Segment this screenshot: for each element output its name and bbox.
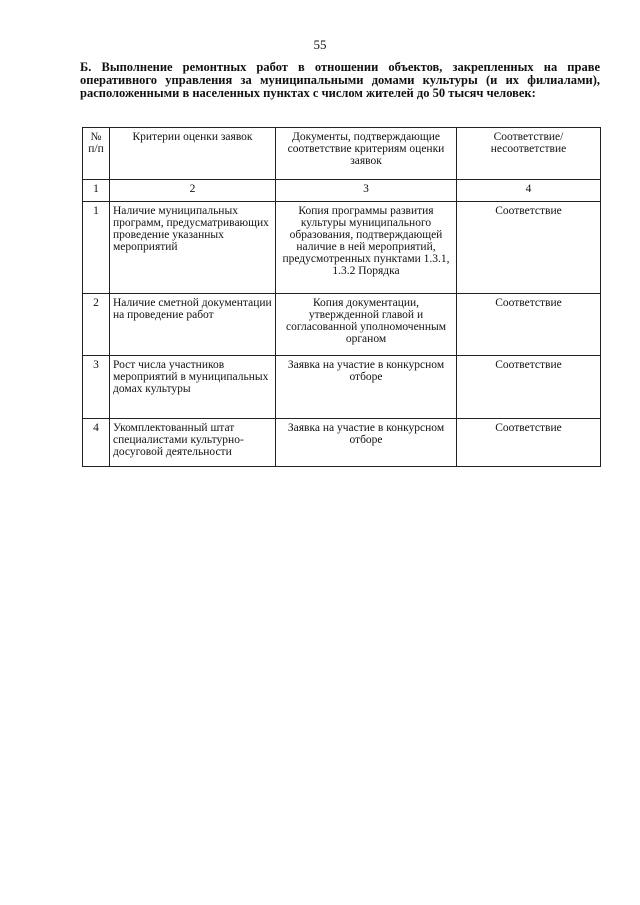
table-row	[83, 356, 601, 419]
table-row	[83, 294, 601, 356]
column-number: 2	[110, 180, 276, 202]
row-number: 3	[83, 356, 110, 419]
page-number: 55	[313, 37, 327, 52]
header-criteria: Критерии оценки заявок	[110, 128, 276, 180]
row-criterion: Рост числа участников мероприятий в муниципальных домах культуры	[110, 356, 276, 419]
column-number: 3	[276, 180, 457, 202]
row-document: Копия документации, утвержденной главой и согласованной уполномоченным органом	[276, 294, 457, 356]
criteria-table	[82, 127, 601, 467]
row-compliance: Соответствие	[457, 356, 601, 419]
row-criterion: Наличие муниципальных программ, предусматривающих проведение указанных мероприятий	[110, 202, 276, 294]
row-number: 1	[83, 202, 110, 294]
row-compliance: Соответствие	[457, 294, 601, 356]
row-compliance: Соответствие	[457, 419, 601, 467]
table-row	[83, 202, 601, 294]
column-number: 1	[83, 180, 110, 202]
column-number: 4	[457, 180, 601, 202]
row-document: Копия программы развития культуры муниципального образования, подтверждающей наличие в ней мероприятий, предусмотренных пунктами 1.3.1, 1.3.2 Порядка	[276, 202, 457, 294]
row-compliance: Соответствие	[457, 202, 601, 294]
header-compliance: Соответствие/ несоответствие	[457, 128, 601, 180]
header-documents: Документы, подтверждающие соответствие критериям оценки заявок	[276, 128, 457, 180]
section-heading: Б. Выполнение ремонтных работ в отношении объектов, закрепленных на праве оперативного управления за муниципальными домами культуры (и их филиалами), расположенными в населенных пунктах с числом жителей до 50 тысяч человек:	[80, 60, 600, 100]
row-document: Заявка на участие в конкурсном отборе	[276, 356, 457, 419]
row-document: Заявка на участие в конкурсном отборе	[276, 419, 457, 467]
header-number: № п/п	[83, 128, 110, 180]
table-row	[83, 419, 601, 467]
column-number-row	[83, 180, 601, 202]
row-number: 2	[83, 294, 110, 356]
table-header-row	[83, 128, 601, 180]
row-criterion: Укомплектованный штат специалистами культурно-досуговой деятельности	[110, 419, 276, 467]
row-criterion: Наличие сметной документации на проведение работ	[110, 294, 276, 356]
row-number: 4	[83, 419, 110, 467]
